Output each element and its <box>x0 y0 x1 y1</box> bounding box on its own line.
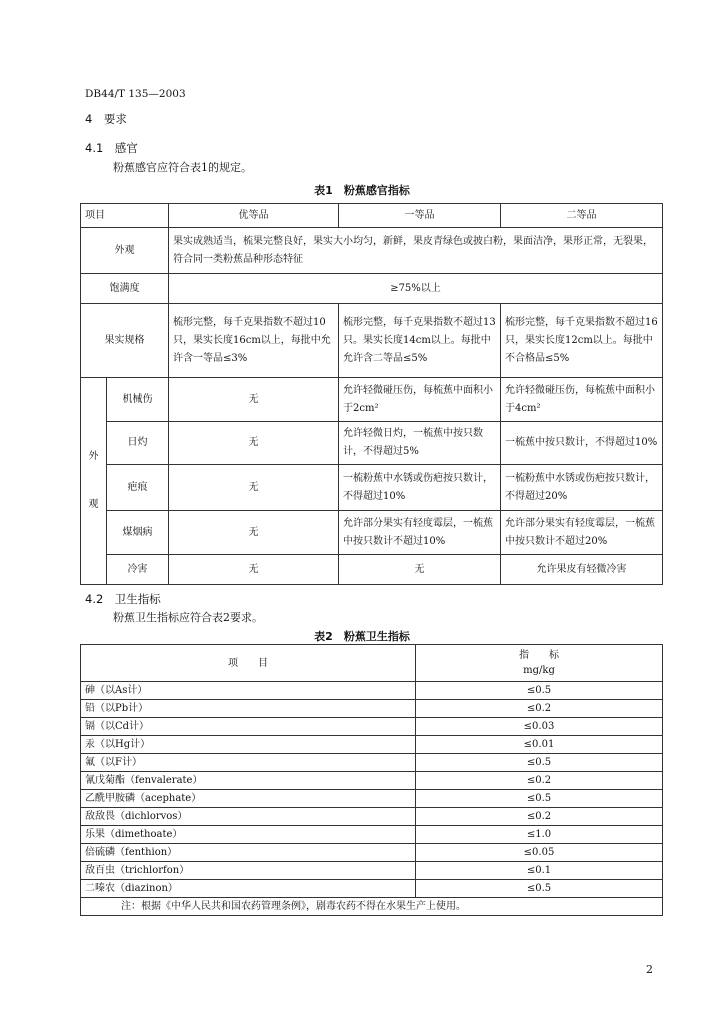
table1-outer-label-2: 观 <box>88 499 99 510</box>
table2-hygiene <box>80 644 663 916</box>
table-row <box>81 682 663 700</box>
table2-item: 砷（以As计） <box>81 682 416 700</box>
table1-defect-name: 机械伤 <box>107 378 169 422</box>
table-row <box>81 844 663 862</box>
table-row <box>81 880 663 898</box>
table2-value: ≤0.5 <box>416 754 663 772</box>
table1-appearance-label: 外观 <box>81 228 169 274</box>
section-4-2-heading: 4.2 卫生指标 <box>85 592 161 606</box>
table2-item: 镉（以Cd计） <box>81 718 416 736</box>
table1-defect-first: 允许轻微碰压伤，每梳蕉中面积小于2cm² <box>339 378 501 422</box>
table2-value: ≤1.0 <box>416 826 663 844</box>
table2-value: ≤0.2 <box>416 808 663 826</box>
section-4-2-text: 粉蕉卫生指标应符合表2要求。 <box>113 611 263 624</box>
table2-index-label: 指 标 <box>519 650 559 661</box>
table1-header-grade-first: 一等品 <box>339 204 501 228</box>
table1-spec-premium: 梳形完整，每千克果指数不超过10只，果实长度16cm以上，每批中允许含一等品≤3% <box>169 304 339 378</box>
table2-item: 铅（以Pb计） <box>81 700 416 718</box>
table-row <box>81 718 663 736</box>
table-row <box>81 772 663 790</box>
table-row <box>81 862 663 880</box>
table2-value: ≤0.2 <box>416 700 663 718</box>
table1-defect-first: 允许轻微日灼，一梳蕉中按只数计，不得超过5% <box>339 422 501 465</box>
table2-header-index <box>416 645 663 682</box>
table2-item: 氰戊菊酯（fenvalerate） <box>81 772 416 790</box>
table1-fullness-value: ≥75%以上 <box>169 274 663 304</box>
section-4-1-heading: 4.1 感官 <box>85 141 138 155</box>
table1-defect-second: 一梳粉蕉中水锈或伤疤按只数计，不得超过20% <box>501 465 663 511</box>
table2-value: ≤0.1 <box>416 862 663 880</box>
table1-defect-name: 冷害 <box>107 555 169 585</box>
table2-header-item: 项 目 <box>81 645 416 682</box>
table1-defect-premium: 无 <box>169 422 339 465</box>
document-code: DB44/T 135—2003 <box>85 88 186 100</box>
table1-defect-premium: 无 <box>169 555 339 585</box>
section-4-1-text: 粉蕉感官应符合表1的规定。 <box>113 161 252 174</box>
table-row <box>81 700 663 718</box>
section-4-heading: 4 要求 <box>85 112 127 126</box>
table-row <box>81 736 663 754</box>
table1-outer-appearance-group <box>81 378 107 585</box>
table1-defect-second: 允许部分果实有轻度霉层，一梳蕉中按只数计不超过20% <box>501 511 663 555</box>
table1-header-item: 项目 <box>81 204 169 228</box>
table2-caption: 表2 粉蕉卫生指标 <box>314 630 410 643</box>
table2-value: ≤0.5 <box>416 790 663 808</box>
table2-value: ≤0.5 <box>416 880 663 898</box>
table-row <box>81 826 663 844</box>
table1-defect-first: 一梳粉蕉中水锈或伤疤按只数计，不得超过10% <box>339 465 501 511</box>
table2-item: 倍硫磷（fenthion） <box>81 844 416 862</box>
table1-fullness-label: 饱满度 <box>81 274 169 304</box>
table1-defect-first: 允许部分果实有轻度霉层，一梳蕉中按只数计不超过10% <box>339 511 501 555</box>
table2-value: ≤0.01 <box>416 736 663 754</box>
table1-appearance-text: 果实成熟适当，梳果完整良好，果实大小均匀，新鲜，果皮青绿色或披白粉，果面洁净，果形正常，无裂果，符合同一类粉蕉品种形态特征 <box>169 228 663 274</box>
table2-value: ≤0.5 <box>416 682 663 700</box>
table2-value: ≤0.2 <box>416 772 663 790</box>
table1-header-grade-second: 二等品 <box>501 204 663 228</box>
table1-defect-second: 一梳蕉中按只数计，不得超过10% <box>501 422 663 465</box>
table2-item: 敌敌畏（dichlorvos） <box>81 808 416 826</box>
table-row <box>81 790 663 808</box>
table1-defect-name: 日灼 <box>107 422 169 465</box>
table1-defect-second: 允许果皮有轻微冷害 <box>501 555 663 585</box>
table1-defect-premium: 无 <box>169 465 339 511</box>
table1-caption: 表1 粉蕉感官指标 <box>314 184 410 197</box>
table1-defect-premium: 无 <box>169 511 339 555</box>
table1-defect-first: 无 <box>339 555 501 585</box>
table2-item: 敌百虫（trichlorfon） <box>81 862 416 880</box>
table2-item: 乐果（dimethoate） <box>81 826 416 844</box>
table-row <box>81 754 663 772</box>
table2-item: 汞（以Hg计） <box>81 736 416 754</box>
table2-item: 二嗪农（diazinon） <box>81 880 416 898</box>
table1-defect-second: 允许轻微碰压伤，每梳蕉中面积小于4cm² <box>501 378 663 422</box>
table1-defect-name: 煤烟病 <box>107 511 169 555</box>
page-number: 2 <box>646 963 653 976</box>
table2-item: 乙酰甲胺磷（acephate） <box>81 790 416 808</box>
table1-spec-second: 梳形完整，每千克果指数不超过16只，果实长度12cm以上。每批中不合格品≤5% <box>501 304 663 378</box>
table1-defect-name: 疤痕 <box>107 465 169 511</box>
table1-defect-premium: 无 <box>169 378 339 422</box>
table1-header-grade-premium: 优等品 <box>169 204 339 228</box>
table2-note: 注：根据《中华人民共和国农药管理条例》，剧毒农药不得在水果生产上使用。 <box>81 898 663 916</box>
table2-value: ≤0.05 <box>416 844 663 862</box>
table1-spec-label: 果实规格 <box>81 304 169 378</box>
table2-unit: mg/kg <box>523 665 555 676</box>
table2-item: 氟（以F计） <box>81 754 416 772</box>
table1-spec-first: 梳形完整，每千克果指数不超过13只。果实长度14cm以上。每批中允许含二等品≤5% <box>339 304 501 378</box>
table-row <box>81 808 663 826</box>
table1-outer-label-1: 外 <box>88 451 99 462</box>
table1-sensory <box>80 203 663 585</box>
table2-value: ≤0.03 <box>416 718 663 736</box>
